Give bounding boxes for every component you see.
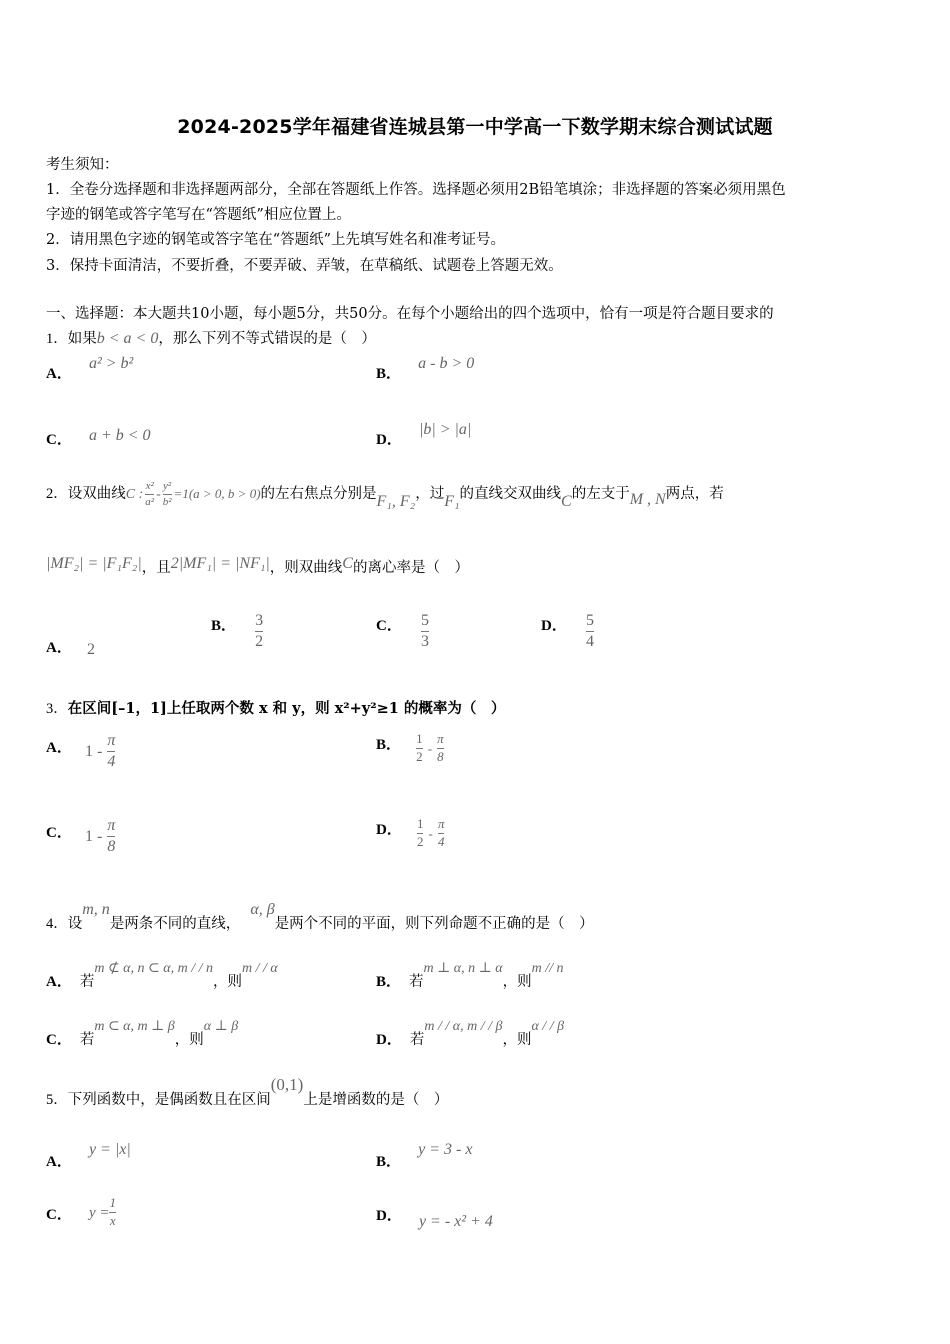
math-expression: C: [342, 555, 353, 572]
fraction: $\frac{\pi}{4}$: [437, 816, 445, 849]
option-label: A．: [46, 366, 72, 382]
option-text: 若: [409, 1032, 425, 1048]
math-expression: 1 -: [84, 743, 103, 761]
section-header: 一、选择题：本大题共10小题，每小题5分，共50分。在每个小题给出的四个选项中，恰有一项是符合题目要求的: [46, 306, 774, 322]
question-text: 如果: [67, 331, 97, 347]
math-expression: m ⊥ α, n ⊥ α: [423, 961, 503, 976]
math-expression: M , N: [629, 491, 666, 509]
notice-line-1a: 1．全卷分选择题和非选择题两部分，全部在答题纸上作答。选择题必须用2B铅笔填涂；非选择题的答案必须用黑色: [46, 182, 786, 198]
question-text: 的左右焦点分别是: [260, 486, 377, 503]
question-text: 设: [67, 916, 83, 932]
option-label: D．: [376, 821, 402, 838]
question-1: [46, 327, 376, 348]
q5-option-d[interactable]: [376, 1206, 493, 1230]
fraction: $\frac{\text{y²}}{\text{b²}}$: [162, 480, 172, 508]
q3-option-a[interactable]: [46, 732, 115, 772]
math-expression: -: [428, 825, 433, 841]
notice-line-3: 3．保持卡面清洁，不要折叠，不要弄破、弄皱，在草稿纸、试题卷上答题无效。: [46, 258, 563, 274]
option-label: D．: [541, 618, 567, 635]
question-number: 1．: [46, 331, 68, 347]
math-expression: m ⊄ α, n ⊂ α, m / / n: [94, 961, 214, 976]
q3-option-c[interactable]: [46, 817, 115, 857]
q3-option-b[interactable]: [376, 732, 444, 765]
math-expression: a - b > 0: [418, 355, 475, 372]
math-expression: y = |x|: [88, 1141, 131, 1158]
fraction: $\frac{3}{2}$: [255, 612, 264, 651]
fraction: $\frac{5}{3}$: [420, 612, 429, 651]
fraction: $\frac{\pi}{4}$: [107, 732, 116, 771]
q5-option-a[interactable]: [46, 1138, 131, 1170]
question-4: [46, 898, 594, 932]
math-expression: -: [427, 740, 433, 756]
q5-option-c[interactable]: [46, 1196, 116, 1229]
math-expression: α ⊥ β: [203, 1019, 239, 1034]
q2-option-a[interactable]: [46, 612, 95, 658]
option-label: D．: [376, 1032, 402, 1048]
option-label: C．: [376, 618, 402, 635]
question-number: 2．: [46, 486, 68, 503]
fraction: $\frac{1}{2}$: [416, 731, 423, 764]
math-expression: α / / β: [531, 1019, 565, 1034]
math-expression: y =: [88, 1204, 110, 1221]
math-expression: |b| > |a|: [418, 421, 472, 438]
question-text: 上是增函数的是（ ）: [303, 1092, 449, 1108]
option-text: 若: [409, 974, 424, 990]
math-expression: |MF₂| = |F₁F₂|: [46, 555, 142, 572]
q1-option-a[interactable]: [46, 355, 134, 383]
question-2: [46, 480, 724, 511]
option-text: ，则: [502, 974, 532, 990]
q1-option-b[interactable]: [376, 355, 475, 383]
q2-option-c[interactable]: [376, 612, 429, 652]
math-expression: C :: [125, 487, 144, 503]
math-expression: -: [156, 487, 161, 503]
math-expression: b < a < 0: [96, 330, 159, 347]
fraction: $\frac{\pi}{8}$: [437, 731, 444, 764]
q3-option-d[interactable]: [376, 817, 444, 850]
notice-heading: 考生须知：: [46, 157, 119, 173]
question-text: 的离心率是（ ）: [352, 560, 469, 576]
option-label: B．: [376, 736, 402, 753]
math-expression: a² > b²: [88, 355, 134, 372]
math-expression: m / / α: [242, 961, 278, 976]
math-expression: y = 3 - x: [418, 1141, 473, 1158]
question-text: 是两条不同的直线，: [109, 916, 241, 932]
question-text: 的直线交双曲线: [459, 486, 562, 503]
fraction: $\frac{1}{x}$: [109, 1195, 116, 1228]
notice-line-2: 2．请用黑色字迹的钢笔或答字笔在“答题纸”上先填写姓名和准考证号。: [46, 232, 506, 248]
math-expression: a + b < 0: [88, 427, 151, 444]
option-text: ，则: [213, 974, 243, 990]
q1-option-d[interactable]: [376, 421, 472, 449]
math-expression: m, n: [82, 901, 110, 918]
option-label: D．: [376, 432, 402, 448]
math-expression: =1(a > 0, b > 0): [173, 486, 261, 502]
option-label: A．: [46, 740, 72, 757]
math-expression: F₁, F₂: [376, 493, 416, 511]
option-label: A．: [46, 1154, 72, 1170]
math-expression: C: [561, 493, 572, 511]
option-text: 若: [79, 974, 95, 990]
math-expression: 1 -: [84, 828, 103, 846]
question-2-line-2: [46, 556, 469, 577]
option-label: B．: [376, 1154, 402, 1170]
q1-option-c[interactable]: [46, 427, 151, 449]
option-label: C．: [46, 825, 72, 842]
math-expression: m ⊂ α, m ⊥ β: [94, 1019, 175, 1034]
math-expression: y = - x² + 4: [418, 1213, 493, 1230]
option-label: A．: [46, 640, 72, 656]
option-label: C．: [46, 1032, 72, 1048]
math-expression: 2|MF₁| = |NF₁|: [170, 555, 270, 572]
option-text: ，则: [502, 1032, 532, 1048]
question-text: 的左支于: [571, 486, 630, 503]
math-expression: m // n: [531, 961, 564, 976]
question-text: ，且: [141, 560, 171, 576]
page-title: 2024-2025学年福建省连城县第一中学高一下数学期末综合测试试题: [177, 116, 773, 138]
question-text: ，过: [415, 486, 445, 503]
question-number: 5．: [46, 1092, 68, 1108]
math-expression: 2: [86, 641, 95, 658]
q4-option-a[interactable]: [46, 956, 278, 990]
option-label: B．: [211, 618, 237, 635]
math-expression: (0,1): [270, 1075, 304, 1094]
q2-option-b[interactable]: [211, 612, 263, 652]
fraction: $\frac{5}{4}$: [585, 612, 594, 651]
question-text: 在区间[–1，1]上任取两个数 x 和 y，则 x²+y²≥1 的概率为（ ）: [67, 700, 506, 717]
option-label: C．: [46, 432, 72, 448]
option-label: B．: [376, 974, 402, 990]
question-text: 是两个不同的平面，则下列命题不正确的是（ ）: [274, 916, 594, 932]
question-number: 3．: [46, 701, 68, 717]
notice-line-1b: 字迹的钢笔或答字笔写在“答题纸”相应位置上。: [46, 207, 351, 223]
q2-option-d[interactable]: [541, 612, 594, 652]
fraction: $\frac{\text{x²}}{\text{a²}}$: [145, 480, 155, 508]
option-text: 若: [79, 1032, 95, 1048]
q4-option-b[interactable]: [376, 956, 564, 990]
option-label: B．: [376, 366, 402, 382]
q4-option-c[interactable]: [46, 1014, 239, 1048]
option-text: ，则: [174, 1032, 204, 1048]
question-text: ，则双曲线: [269, 560, 343, 576]
math-expression: α, β: [250, 901, 275, 918]
question-5: [46, 1074, 449, 1108]
math-expression: F₁: [444, 493, 460, 511]
math-expression: m / / α, m / / β: [424, 1019, 503, 1034]
question-3: [46, 697, 505, 718]
q5-option-b[interactable]: [376, 1138, 473, 1170]
fraction: $\frac{1}{2}$: [416, 816, 424, 849]
option-label: D．: [376, 1208, 402, 1224]
fraction: $\frac{\pi}{8}$: [107, 817, 116, 856]
question-text: 两点，若: [665, 486, 724, 503]
option-label: C．: [46, 1206, 72, 1223]
question-text: 设双曲线: [67, 486, 126, 503]
q4-option-d[interactable]: [376, 1014, 565, 1048]
option-label: A．: [46, 974, 72, 990]
question-text: ，那么下列不等式错误的是（ ）: [158, 331, 376, 347]
question-text: 下列函数中，是偶函数且在区间: [67, 1092, 271, 1108]
question-number: 4．: [46, 916, 68, 932]
